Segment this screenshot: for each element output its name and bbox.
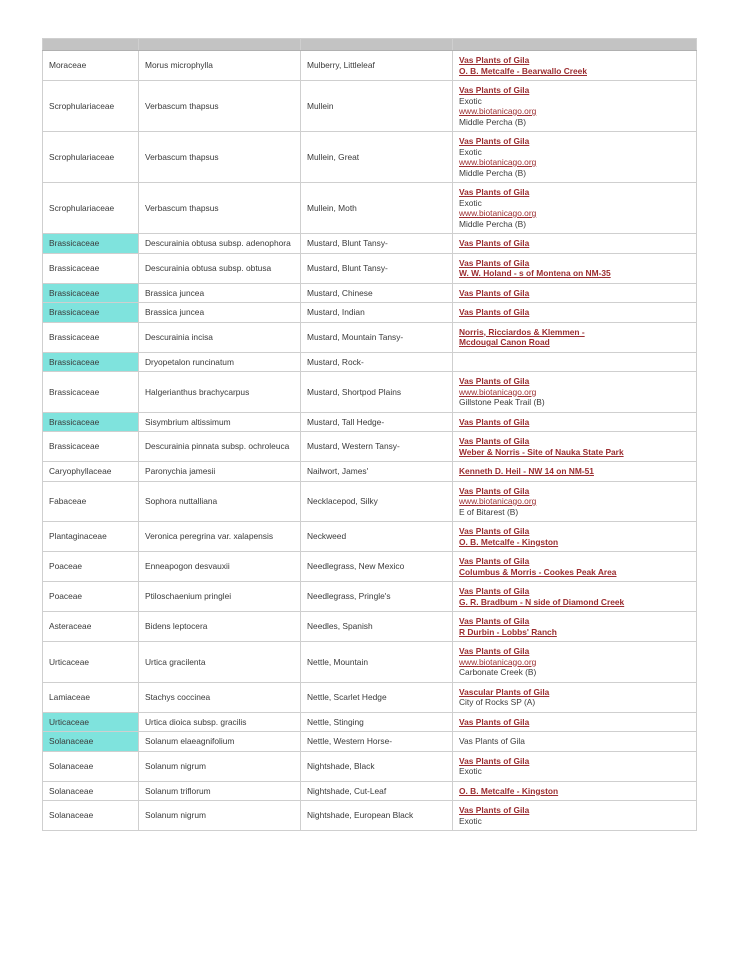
cell-common-name: Mustard, Blunt Tansy- (301, 253, 453, 283)
cell-family: Plantaginaceae (43, 522, 139, 552)
cell-reference (453, 253, 697, 283)
cell-scientific-name: Ptiloschaenium pringlei (139, 582, 301, 612)
cell-family: Brassicaceae (43, 412, 139, 432)
table-row (43, 283, 697, 303)
cell-family: Brassicaceae (43, 322, 139, 352)
cell-scientific-name: Solanum elaeagnifolium (139, 732, 301, 752)
cell-family: Scrophulariaceae (43, 132, 139, 183)
reference-link[interactable]: Weber & Norris - Site of Nauka State Park (459, 446, 624, 457)
cell-scientific-name: Descurainia obtusa subsp. adenophora (139, 234, 301, 254)
cell-common-name: Nightshade, Black (301, 751, 453, 781)
cell-scientific-name: Brassica juncea (139, 303, 301, 323)
reference-link[interactable]: Vas Plants of Gila (459, 376, 530, 386)
cell-reference (453, 412, 697, 432)
reference-link[interactable]: Columbus & Morris - Cookes Peak Area (459, 566, 617, 577)
cell-reference (453, 132, 697, 183)
cell-reference (453, 682, 697, 712)
reference-link[interactable]: Vas Plants of Gila (459, 416, 530, 427)
table-row (43, 432, 697, 462)
cell-scientific-name: Solanum nigrum (139, 801, 301, 831)
reference-note: Exotic (459, 766, 482, 776)
reference-link[interactable]: Vas Plants of Gila (459, 307, 530, 317)
table-row (43, 552, 697, 582)
cell-common-name: Mustard, Blunt Tansy- (301, 234, 453, 254)
reference-note: E of Bitarest (B) (459, 506, 519, 517)
cell-reference (453, 712, 697, 732)
reference-link[interactable]: Mcdougal Canon Road (459, 337, 550, 347)
header-cell-family (43, 39, 139, 51)
cell-family: Brassicaceae (43, 234, 139, 254)
reference-link[interactable]: Vas Plants of Gila (459, 85, 530, 95)
cell-common-name: Nettle, Stinging (301, 712, 453, 732)
cell-family: Urticaceae (43, 642, 139, 683)
cell-family: Scrophulariaceae (43, 183, 139, 234)
reference-link[interactable]: Vas Plants of Gila (459, 805, 530, 815)
cell-common-name: Mustard, Shortpod Plains (301, 372, 453, 413)
table-row (43, 132, 697, 183)
cell-reference (453, 642, 697, 683)
cell-scientific-name: Urtica dioica subsp. gracilis (139, 712, 301, 732)
cell-family: Brassicaceae (43, 432, 139, 462)
cell-scientific-name: Paronychia jamesii (139, 462, 301, 482)
cell-scientific-name: Bidens leptocera (139, 612, 301, 642)
reference-note: Middle Percha (B) (459, 116, 527, 127)
reference-link[interactable]: Vas Plants of Gila (459, 616, 530, 626)
reference-link[interactable]: Vas Plants of Gila (459, 716, 530, 727)
cell-common-name: Mustard, Mountain Tansy- (301, 322, 453, 352)
cell-reference (453, 303, 697, 323)
cell-family: Brassicaceae (43, 253, 139, 283)
reference-url-link[interactable]: www.biotanicago.org (459, 656, 537, 667)
reference-link[interactable]: W. W. Holand - s of Montena on NM-35 (459, 268, 611, 278)
cell-scientific-name: Stachys coccinea (139, 682, 301, 712)
reference-note: Exotic (459, 95, 482, 106)
table-row (43, 712, 697, 732)
reference-note: Exotic (459, 197, 482, 208)
table-row (43, 253, 697, 283)
table-row (43, 372, 697, 413)
reference-link[interactable]: Vas Plants of Gila (459, 187, 530, 197)
cell-common-name: Mustard, Chinese (301, 283, 453, 303)
table-row (43, 732, 697, 752)
cell-common-name: Nettle, Western Horse- (301, 732, 453, 752)
table-row (43, 522, 697, 552)
cell-reference (453, 552, 697, 582)
header-cell-reference (453, 39, 697, 51)
cell-scientific-name: Veronica peregrina var. xalapensis (139, 522, 301, 552)
cell-scientific-name: Descurainia incisa (139, 322, 301, 352)
reference-link[interactable]: Kenneth D. Heil - NW 14 on NM-51 (459, 466, 594, 476)
cell-family: Solanaceae (43, 751, 139, 781)
cell-common-name: Needles, Spanish (301, 612, 453, 642)
reference-link[interactable]: R Durbin - Lobbs' Ranch (459, 626, 557, 637)
cell-family: Solanaceae (43, 781, 139, 801)
reference-note: Middle Percha (B) (459, 167, 527, 178)
cell-scientific-name: Solanum triflorum (139, 781, 301, 801)
cell-family: Scrophulariaceae (43, 81, 139, 132)
cell-reference (453, 732, 697, 752)
cell-common-name: Nettle, Scarlet Hedge (301, 682, 453, 712)
cell-reference (453, 751, 697, 781)
cell-scientific-name: Sophora nuttalliana (139, 481, 301, 522)
table-row (43, 781, 697, 801)
reference-note: Carbonate Creek (B) (459, 667, 537, 677)
cell-reference (453, 352, 697, 372)
reference-url-link[interactable]: www.biotanicago.org (459, 386, 537, 397)
cell-scientific-name: Sisymbrium altissimum (139, 412, 301, 432)
table-header-band (43, 39, 697, 51)
reference-link[interactable]: Vas Plants of Gila (459, 556, 530, 566)
table-row (43, 751, 697, 781)
cell-scientific-name: Verbascum thapsus (139, 132, 301, 183)
reference-link[interactable]: Vas Plants of Gila (459, 485, 530, 496)
reference-link[interactable]: Vas Plants of Gila (459, 55, 530, 65)
cell-reference (453, 51, 697, 81)
cell-family: Brassicaceae (43, 372, 139, 413)
cell-family: Lamiaceae (43, 682, 139, 712)
cell-reference (453, 781, 697, 801)
cell-common-name: Nailwort, James' (301, 462, 453, 482)
cell-common-name: Mullein, Moth (301, 183, 453, 234)
reference-note: Middle Percha (B) (459, 218, 527, 229)
reference-note: Vas Plants of Gila (459, 736, 525, 746)
table-row (43, 801, 697, 831)
reference-url-link[interactable]: www.biotanicago.org (459, 208, 537, 218)
table-row (43, 612, 697, 642)
cell-family: Brassicaceae (43, 303, 139, 323)
reference-note: Exotic (459, 815, 482, 826)
reference-link[interactable]: G. R. Bradbum - N side of Diamond Creek (459, 596, 625, 607)
cell-scientific-name: Halgerianthus brachycarpus (139, 372, 301, 413)
cell-reference (453, 372, 697, 413)
cell-common-name: Nightshade, Cut-Leaf (301, 781, 453, 801)
cell-reference (453, 462, 697, 482)
cell-scientific-name: Morus microphylla (139, 51, 301, 81)
cell-scientific-name: Descurainia obtusa subsp. obtusa (139, 253, 301, 283)
cell-family: Asteraceae (43, 612, 139, 642)
cell-common-name: Nettle, Mountain (301, 642, 453, 683)
reference-note: City of Rocks SP (A) (459, 697, 536, 707)
cell-reference (453, 322, 697, 352)
cell-family: Poaceae (43, 552, 139, 582)
cell-reference (453, 522, 697, 552)
cell-common-name: Mustard, Rock- (301, 352, 453, 372)
reference-link[interactable]: Vas Plants of Gila (459, 257, 530, 268)
reference-link[interactable]: Vas Plants of Gila (459, 238, 530, 248)
cell-common-name: Mustard, Tall Hedge- (301, 412, 453, 432)
cell-family: Moraceae (43, 51, 139, 81)
cell-scientific-name: Solanum nigrum (139, 751, 301, 781)
table-row (43, 642, 697, 683)
reference-note: Gillstone Peak Trail (B) (459, 397, 545, 407)
cell-reference (453, 432, 697, 462)
cell-family: Fabaceae (43, 481, 139, 522)
cell-family: Caryophyllaceae (43, 462, 139, 482)
table-row (43, 183, 697, 234)
reference-link[interactable]: Vas Plants of Gila (459, 646, 530, 656)
cell-common-name: Needlegrass, Pringle's (301, 582, 453, 612)
species-table (42, 38, 697, 831)
table-row (43, 462, 697, 482)
cell-reference (453, 283, 697, 303)
table-row (43, 352, 697, 372)
reference-link[interactable]: Vas Plants of Gila (459, 287, 530, 298)
reference-link[interactable]: Vascular Plants of Gila (459, 686, 550, 697)
cell-scientific-name: Verbascum thapsus (139, 81, 301, 132)
cell-family: Urticaceae (43, 712, 139, 732)
cell-common-name: Mustard, Indian (301, 303, 453, 323)
table-row (43, 481, 697, 522)
cell-reference (453, 582, 697, 612)
cell-scientific-name: Brassica juncea (139, 283, 301, 303)
table-row (43, 51, 697, 81)
reference-link[interactable]: Vas Plants of Gila (459, 755, 530, 766)
table-row (43, 322, 697, 352)
cell-family: Solanaceae (43, 801, 139, 831)
cell-common-name: Needlegrass, New Mexico (301, 552, 453, 582)
table-row (43, 582, 697, 612)
header-cell-scientific (139, 39, 301, 51)
cell-family: Brassicaceae (43, 352, 139, 372)
cell-reference (453, 81, 697, 132)
header-cell-common (301, 39, 453, 51)
cell-common-name: Neckweed (301, 522, 453, 552)
table-row (43, 81, 697, 132)
cell-scientific-name: Descurainia pinnata subsp. ochroleuca (139, 432, 301, 462)
cell-scientific-name: Dryopetalon runcinatum (139, 352, 301, 372)
cell-family: Solanaceae (43, 732, 139, 752)
table-row (43, 234, 697, 254)
cell-common-name: Mullein (301, 81, 453, 132)
reference-note: Exotic (459, 146, 482, 157)
cell-common-name: Mulberry, Littleleaf (301, 51, 453, 81)
reference-url-link[interactable]: www.biotanicago.org (459, 157, 537, 167)
reference-link[interactable]: Vas Plants of Gila (459, 136, 530, 146)
cell-reference (453, 234, 697, 254)
cell-common-name: Nightshade, European Black (301, 801, 453, 831)
reference-link[interactable]: O. B. Metcalfe - Kingston (459, 536, 559, 547)
reference-link[interactable]: Vas Plants of Gila (459, 526, 530, 536)
cell-common-name: Mullein, Great (301, 132, 453, 183)
cell-scientific-name: Urtica gracilenta (139, 642, 301, 683)
reference-link[interactable]: O. B. Metcalfe - Kingston (459, 785, 559, 796)
reference-link[interactable]: Vas Plants of Gila (459, 586, 530, 596)
reference-url-link[interactable]: www.biotanicago.org (459, 496, 537, 506)
cell-common-name: Mustard, Western Tansy- (301, 432, 453, 462)
cell-family: Brassicaceae (43, 283, 139, 303)
cell-family: Poaceae (43, 582, 139, 612)
reference-link[interactable]: O. B. Metcalfe - Bearwallo Creek (459, 65, 587, 76)
table-row (43, 303, 697, 323)
cell-scientific-name: Enneapogon desvauxii (139, 552, 301, 582)
cell-scientific-name: Verbascum thapsus (139, 183, 301, 234)
cell-common-name: Necklacepod, Silky (301, 481, 453, 522)
reference-link[interactable]: Vas Plants of Gila (459, 436, 530, 446)
cell-reference (453, 801, 697, 831)
cell-reference (453, 612, 697, 642)
table-row (43, 412, 697, 432)
reference-url-link[interactable]: www.biotanicago.org (459, 106, 537, 116)
cell-reference (453, 183, 697, 234)
reference-link[interactable]: Norris, Ricciardos & Klemmen - (459, 326, 585, 337)
cell-reference (453, 481, 697, 522)
table-row (43, 682, 697, 712)
